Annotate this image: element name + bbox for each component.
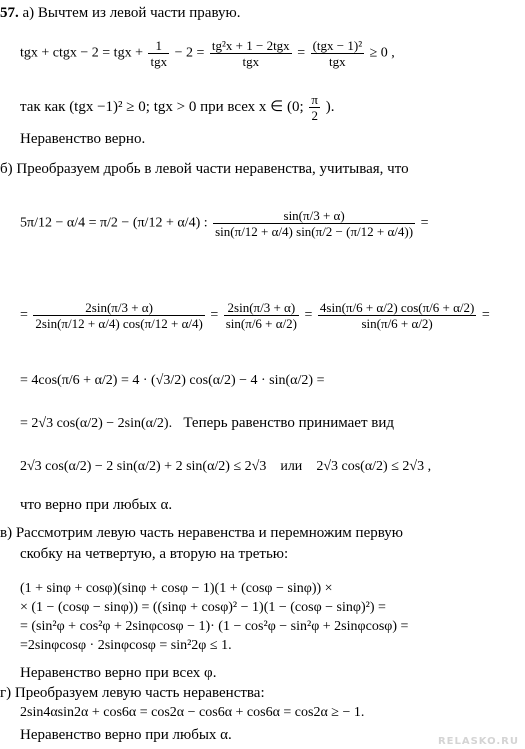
eq2-fraction (309, 92, 320, 123)
part-a-header (0, 4, 241, 22)
part-a-equation-2 (20, 92, 335, 123)
part-v-line-4: =2sinφcosφ · 2sinφcosφ = sin²2φ ≤ 1. (20, 638, 232, 653)
row2-f2-denominator: sin(π/6 + α/2) (225, 316, 298, 331)
part-g-intro: Преобразуем левую часть неравенства: (14, 685, 265, 701)
row5-left: 2√3 cos(α/2) − 2 sin(α/2) + 2 sin(α/2) ≤ 2√3 (20, 459, 267, 474)
row2-fraction-2 (224, 300, 299, 331)
part-b-label: б) (0, 161, 13, 177)
row4-text: Теперь равенство принимает вид (183, 415, 394, 431)
eq2-end: ). (325, 98, 335, 115)
eq1-f2-denominator: tgx (242, 54, 260, 69)
part-b-header (0, 160, 409, 178)
part-g-header (0, 684, 265, 702)
eq1-fraction-1 (148, 38, 169, 69)
row1-left: 5π/12 − α/4 = π/2 − (π/12 + α/4) : (20, 215, 208, 231)
eq1-left: tgx + ctgx − 2 = tgx + (20, 45, 143, 61)
eq1-f2-numerator: tg²x + 1 − 2tgx (211, 38, 290, 53)
row5-or: или (280, 459, 303, 474)
eq1-f1-denominator: tgx (150, 54, 168, 69)
part-b-conclusion: что верно при любых α. (20, 497, 173, 513)
eq2-text: так как (tgx −1)² ≥ 0; tgx > 0 при всех x ∈ (0; (20, 98, 304, 115)
part-g-label: г) (0, 685, 12, 701)
part-v-line-3: = (sin²φ + cos²φ + 2sinφcosφ − 1)· (1 − cos²φ − sin²φ + 2sinφcosφ) = (20, 619, 409, 634)
row1-numerator: sin(π/3 + α) (213, 208, 415, 224)
part-b-row-5 (20, 458, 431, 476)
row2-fraction-1 (33, 300, 204, 331)
part-a-intro: Вычтем из левой части правую. (37, 5, 241, 21)
row2-f3-denominator: sin(π/6 + α/2) (361, 316, 433, 331)
eq1-f3-denominator: tgx (329, 54, 346, 69)
row5-right: 2√3 cos(α/2) ≤ 2√3 , (316, 459, 432, 474)
eq1-end: ≥ 0 , (369, 45, 395, 61)
eq1-f1-numerator: 1 (148, 38, 169, 54)
eq1-fraction-3 (311, 38, 365, 69)
row4-math: = 2√3 cos(α/2) − 2sin(α/2). (20, 416, 173, 431)
part-v-intro-1: Рассмотрим левую часть неравенства и перемножим первую (15, 525, 404, 541)
part-v-line-2: × (1 − (cosφ − sinφ)) = ((sinφ + cosφ)² − 1)(1 − (cosφ − sinφ)²) = (20, 600, 386, 615)
row1-denominator: sin(π/12 + α/4) sin(π/2 − (π/12 + α/4)) (215, 224, 414, 239)
eq2-numerator: π (311, 92, 318, 107)
part-b-row-4 (20, 414, 394, 433)
part-b-row-2: = $\frac{2\sin(\pi/3 + \alpha)}{2\sin(\pi/12 + \alpha/4) \cos(\pi/12 + \alpha/4)}$ = $\frac{2\sin(\pi/3 + \alpha)}{\sin(\pi/6 + \alpha/2)}$ = $\frac{4\sin(\pi/6 + \alpha/2) \cos(\pi/6 + \alpha/2)}{\sin(\pi/6 + \alpha/2)}$ = (20, 300, 490, 331)
problem-number: 57. (0, 5, 19, 21)
eq1-eq: = (297, 45, 306, 61)
eq1-mid: − 2 = (174, 45, 205, 61)
part-b-intro: Преобразуем дробь в левой части неравенства, учитывая, что (16, 161, 409, 177)
row2-f1-denominator: 2sin(π/12 + α/4) cos(π/12 + α/4) (35, 316, 203, 331)
eq1-f3-numerator: (tgx − 1)² (312, 38, 363, 53)
watermark: RELASKO.RU (437, 736, 519, 747)
part-b-row-1 (20, 208, 428, 239)
part-a-equation-1 (20, 38, 395, 69)
part-g-line-1: 2sin4αsin2α + cos6α = cos2α − cos6α + cos6α = cos2α ≥ − 1. (20, 705, 365, 720)
part-a-conclusion: Неравенство верно. (20, 131, 146, 147)
eq1-fraction-2 (210, 38, 292, 69)
part-v-conclusion: Неравенство верно при всех φ. (20, 665, 217, 681)
part-a-label: а) (22, 5, 35, 21)
part-v-header (0, 524, 403, 542)
part-b-row-3: = 4cos(π/6 + α/2) = 4 · (√3/2) cos(α/2) − 4 · sin(α/2) = (20, 373, 325, 388)
eq2-denominator: 2 (311, 108, 318, 123)
row1-end: = (420, 215, 429, 231)
part-g-conclusion: Неравенство верно при любых α. (20, 727, 232, 743)
row2-f1-numerator: 2sin(π/3 + α) (33, 300, 204, 316)
row2-f3-numerator: 4sin(π/6 + α/2) cos(π/6 + α/2) (319, 300, 475, 315)
row2-fraction-3 (318, 300, 476, 331)
row2-f2-numerator: 2sin(π/3 + α) (224, 300, 299, 316)
part-v-label: в) (0, 525, 13, 541)
row1-fraction (213, 208, 415, 239)
part-v-line-1: (1 + sinφ + cosφ)(sinφ + cosφ − 1)(1 + (cosφ − sinφ)) × (20, 581, 333, 596)
part-v-intro-2: скобку на четвертую, а вторую на третью: (20, 546, 289, 562)
